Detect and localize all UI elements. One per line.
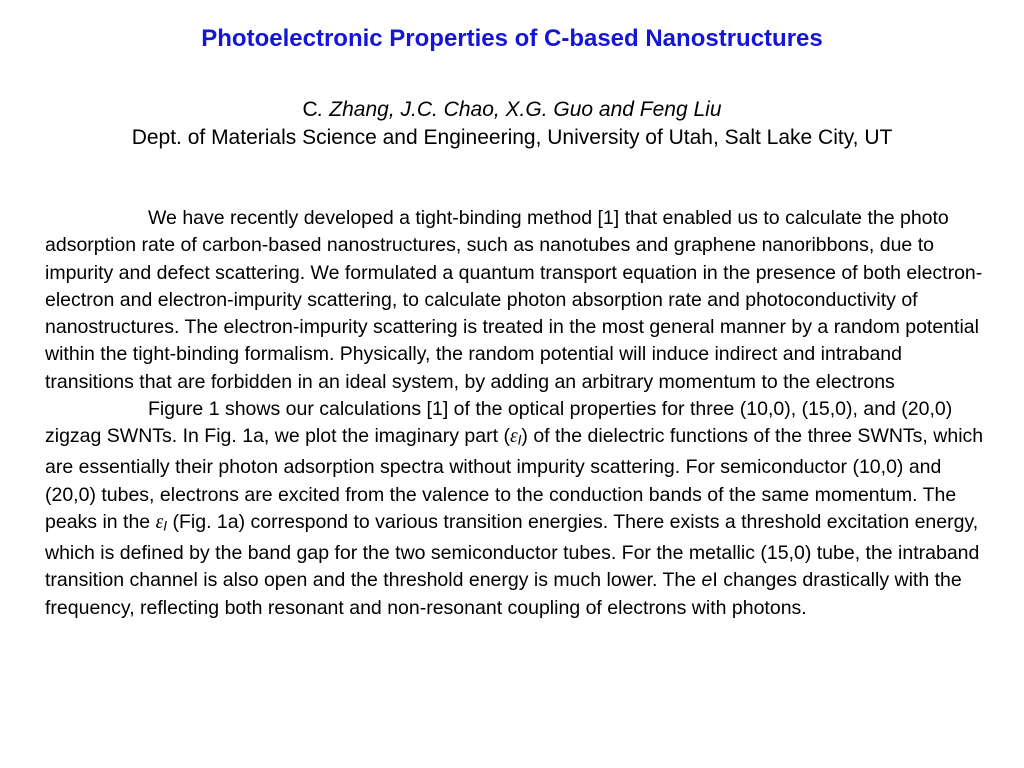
body-text <box>45 205 987 622</box>
paragraph-2 <box>45 396 987 622</box>
author-names-italic: . Zhang, J.C. Chao, X.G. Guo and Feng Liu <box>317 98 722 121</box>
epsilon-symbol: ε <box>509 426 518 448</box>
epsilon-symbol: ε <box>155 511 164 533</box>
epsilon-symbol: e <box>701 569 713 592</box>
paragraph-1: We have recently developed a tight-binding method [1] that enabled us to calculate the photo adsorption rate of carbon-based nanostructures, such as nanotubes and graphene nanoribbons, due to impurity and defect scattering. We formulated a quantum transport equation in the presence of both electron-electron and electron-impurity scattering, to calculate photon absorption rate and photoconductivity of nanostructures. The electron-impurity scattering is treated in the most general manner by a random potential within the tight-binding formalism. Physically, the random potential will induce indirect and intraband transitions that are forbidden in an ideal system, by adding an arbitrary momentum to the electrons <box>45 207 983 393</box>
epsilon-subscript: I <box>163 518 168 534</box>
paragraph-2-part-4: changes drastically with the frequency, reflecting both resonant and non-resonant coupling of electrons with photons. <box>45 569 962 619</box>
author-affiliation: Dept. of Materials Science and Engineering, University of Utah, Salt Lake City, UT <box>131 126 893 149</box>
paragraph-2-part-3: (Fig. 1a) correspond to various transition energies. There exists a threshold excitation energy, which is defined by the band gap for the two semiconductor tubes. For the metallic (15,0) tube, the intraband transition channel is also open and the threshold energy is much lower. The <box>45 510 980 592</box>
author-initial: C <box>302 98 318 121</box>
author-names <box>0 96 1024 124</box>
document-title: Photoelectronic Properties of C-based Nanostructures <box>201 25 823 52</box>
epsilon-subscript: I <box>517 433 522 449</box>
paragraph-2-part-2: ) of the dielectric functions of the three SWNTs, which are essentially their photon adsorption spectra without impurity scattering. For semiconductor (10,0) and (20,0) tubes, electrons are excited from the valence to the conduction bands of the same momentum. The peaks in the <box>45 425 984 533</box>
epsilon-subscript: I <box>712 569 718 592</box>
paragraph-2-part-1: Figure 1 shows our calculations [1] of the optical properties for three (10,0), (15,0), and (20,0) zigzag SWNTs. In Fig. 1a, we plot the imaginary part ( <box>45 398 953 448</box>
author-block <box>0 96 1024 152</box>
